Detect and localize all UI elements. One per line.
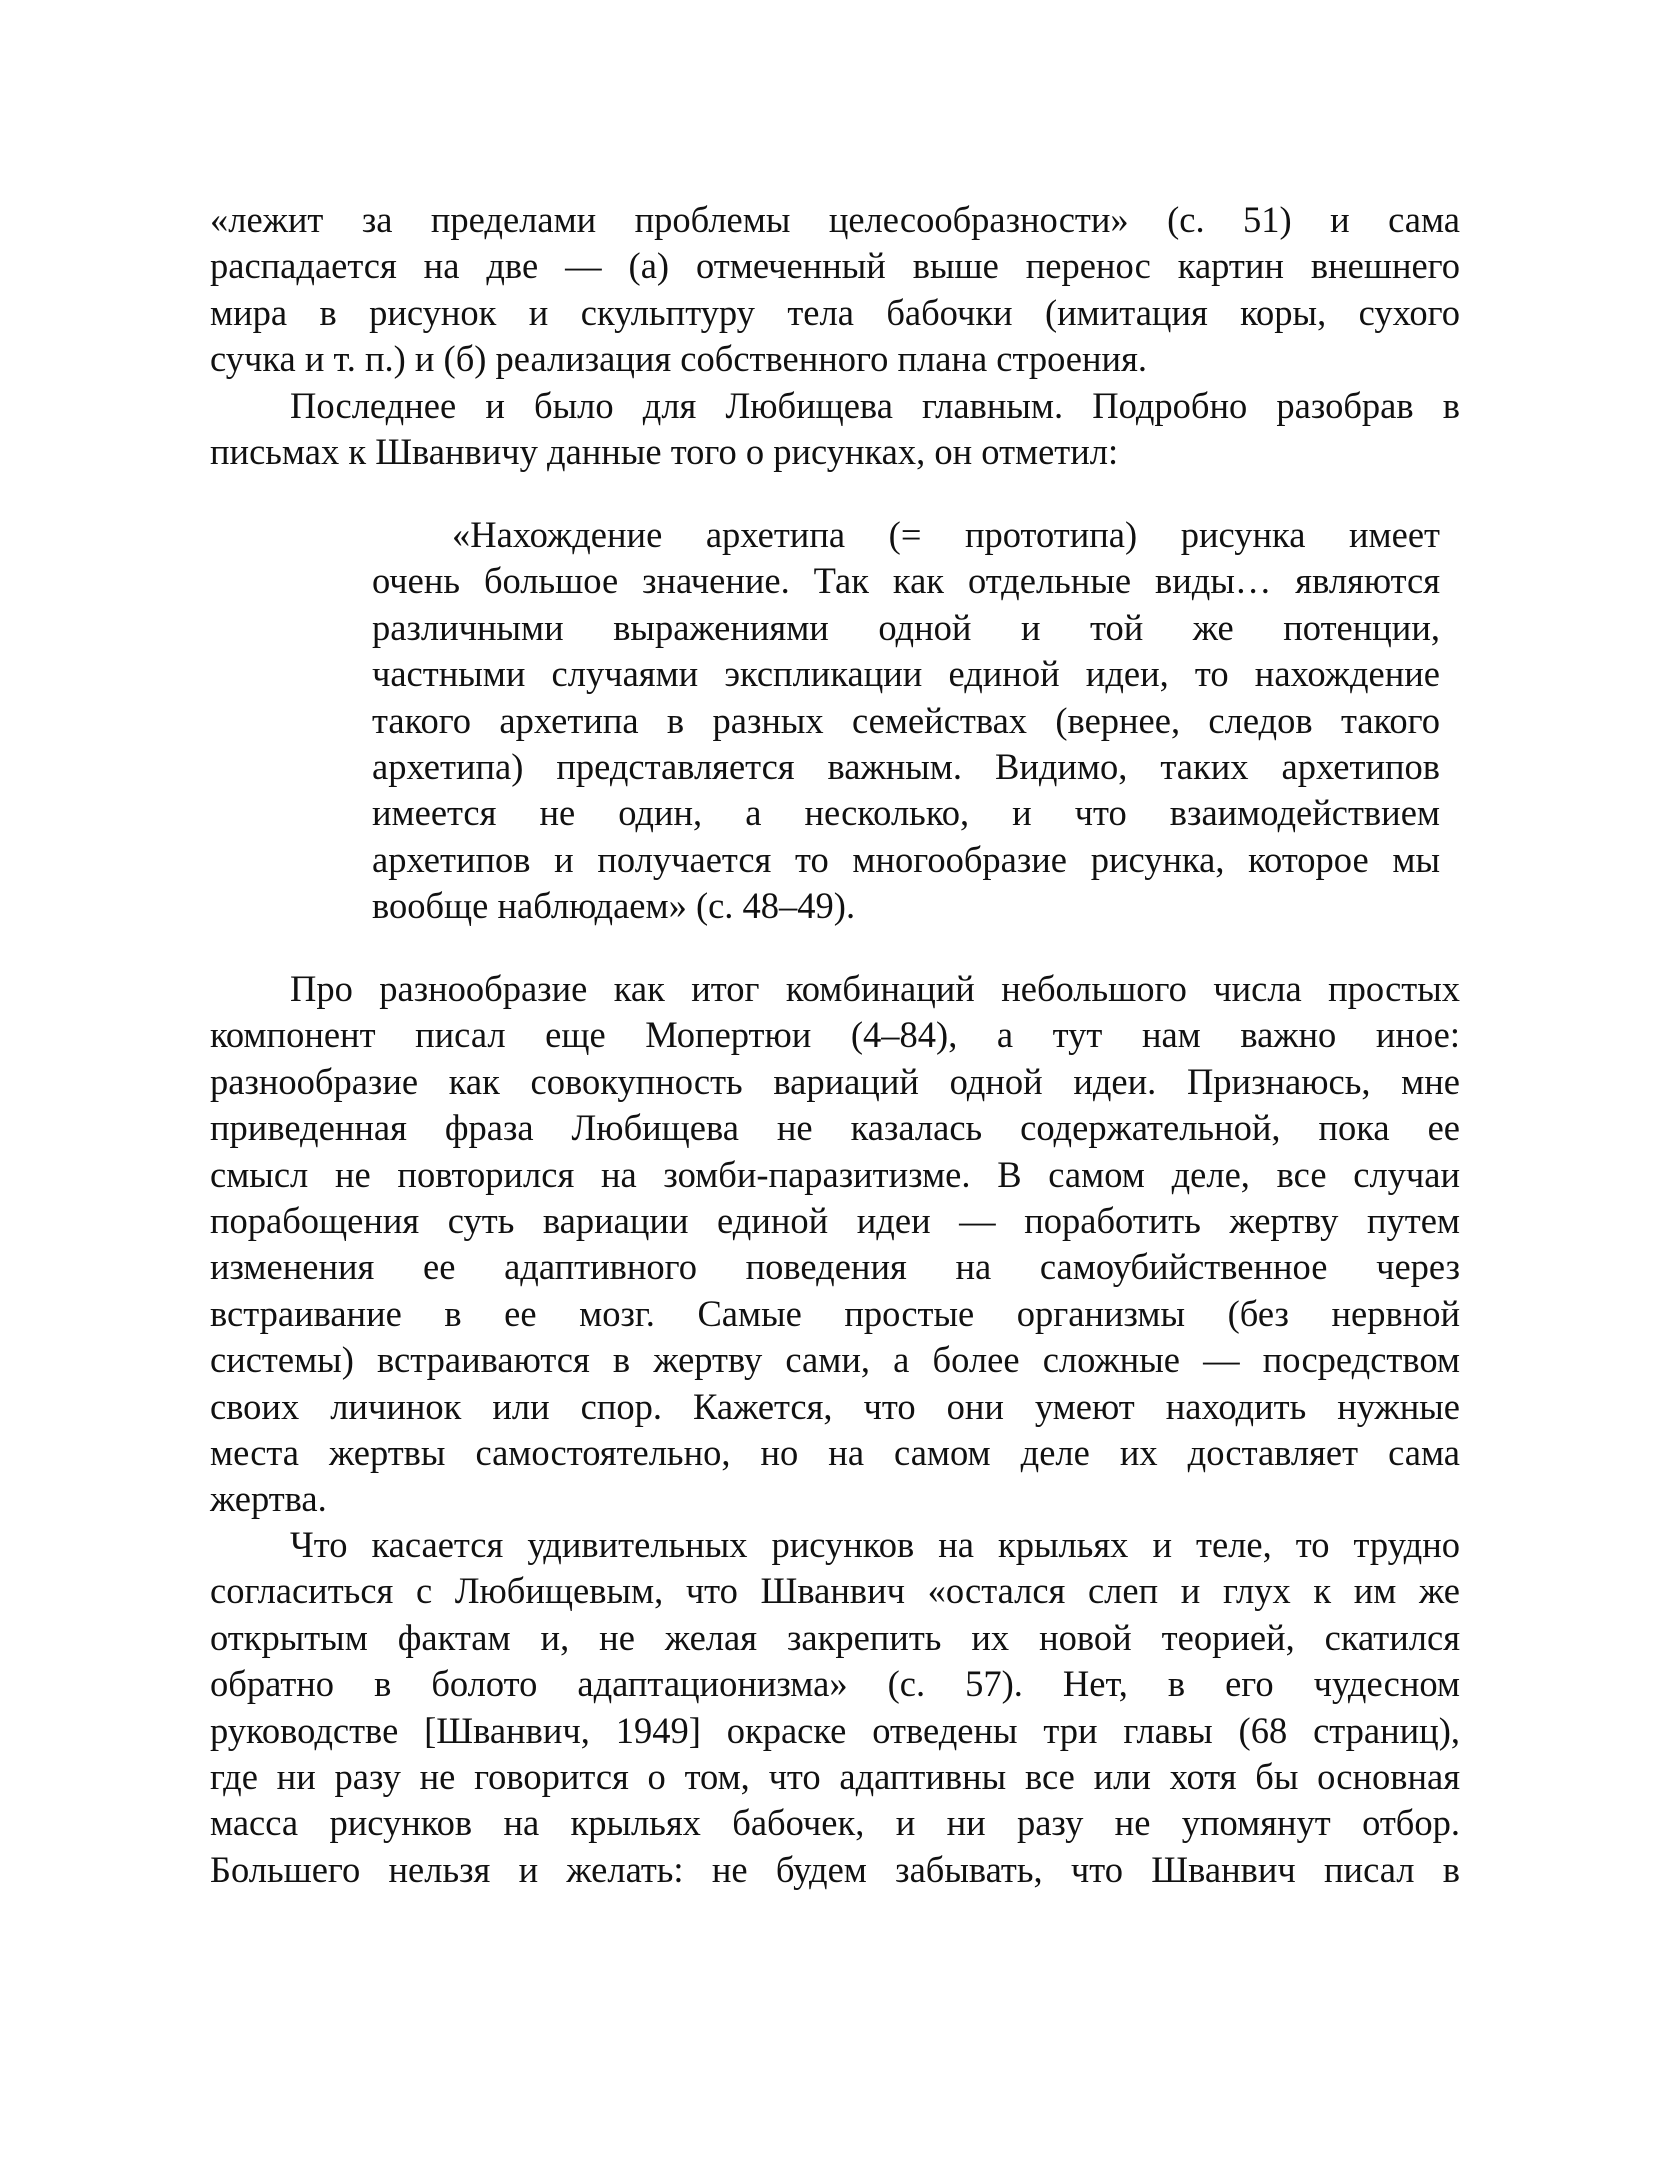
text-line: смысл не повторился на зомби-паразитизме. В самом деле, все случаи [210, 1153, 1460, 1195]
text-line: системы) встраиваются в жертву сами, а более сложные — посредством [210, 1339, 1460, 1381]
text-line: встраивание в ее мозг. Самые простые организмы (без нервной [210, 1292, 1460, 1334]
text-line: места жертвы самостоятельно, но на самом деле их доставляет сама [210, 1431, 1460, 1473]
text-line: где ни разу не говорится о том, что адаптивны все или хотя бы основная [210, 1755, 1460, 1797]
quote-line: «Нахождение архетипа (= прототипа) рисунка имеет [452, 514, 1440, 555]
quote-line: архетипов и получается то многообразие рисунка, которое мы [372, 838, 1440, 880]
quote-line: вообще наблюдаем» (с. 48–49). [372, 885, 856, 927]
paragraph-4 [210, 1522, 1460, 1893]
text-line: Большего нельзя и желать: не будем забывать, что Шванвич писал в [210, 1848, 1460, 1890]
text-line: сучка и т. п.) и (б) реализация собственного плана строения. [210, 338, 1147, 380]
text-line: разнообразие как совокупность вариаций одной идеи. Признаюсь, мне [210, 1060, 1460, 1102]
text-line: руководстве [Шванвич, 1949] окраске отведены три главы (68 страниц), [210, 1709, 1460, 1751]
quote-line: такого архетипа в разных семействах (вернее, следов такого [372, 699, 1440, 741]
quote-line: архетипа) представляется важным. Видимо, таких архетипов [372, 745, 1440, 787]
block-quote [372, 512, 1440, 930]
text-line: жертва. [210, 1478, 327, 1520]
text-line: открытым фактам и, не желая закрепить их новой теорией, скатился [210, 1616, 1460, 1658]
text-line: мира в рисунок и скульптуру тела бабочки (имитация коры, сухого [210, 291, 1460, 333]
paragraph-2 [210, 383, 1460, 476]
paragraph-3 [210, 966, 1460, 1523]
text-line: своих личинок или спор. Кажется, что они умеют находить нужные [210, 1385, 1460, 1427]
text-line: обратно в болото адаптационизма» (с. 57). Нет, в его чудесном [210, 1663, 1460, 1705]
text-line: Последнее и было для Любищева главным. Подробно разобрав в [290, 385, 1460, 426]
quote-line: различными выражениями одной и той же потенции, [372, 606, 1440, 648]
text-line: приведенная фраза Любищева не казалась содержательной, пока ее [210, 1107, 1460, 1149]
quote-line: имеется не один, а несколько, и что взаимодействием [372, 792, 1440, 834]
paragraph-1 [210, 197, 1460, 383]
quote-line: частными случаями экспликации единой идеи, то нахождение [372, 653, 1440, 695]
text-line: масса рисунков на крыльях бабочек, и ни разу не упомянут отбор. [210, 1802, 1460, 1844]
text-line: порабощения суть вариации единой идеи — поработить жертву путем [210, 1199, 1460, 1241]
text-line: письмах к Шванвичу данные того о рисунках, он отметил: [210, 431, 1119, 473]
text-line: распадается на две — (а) отмеченный выше перенос картин внешнего [210, 245, 1460, 287]
text-line: изменения ее адаптивного поведения на самоубийственное через [210, 1246, 1460, 1288]
text-line: Что касается удивительных рисунков на крыльях и теле, то трудно [290, 1524, 1460, 1565]
text-line: компонент писал еще Мопертюи (4–84), а тут нам важно иное: [210, 1014, 1460, 1056]
text-line: «лежит за пределами проблемы целесообразности» (с. 51) и сама [210, 199, 1460, 240]
text-line: согласиться с Любищевым, что Шванвич «остался слеп и глух к им же [210, 1570, 1460, 1612]
text-line: Про разнообразие как итог комбинаций небольшого числа простых [290, 968, 1460, 1009]
quote-line: очень большое значение. Так как отдельные виды… являются [372, 560, 1440, 602]
